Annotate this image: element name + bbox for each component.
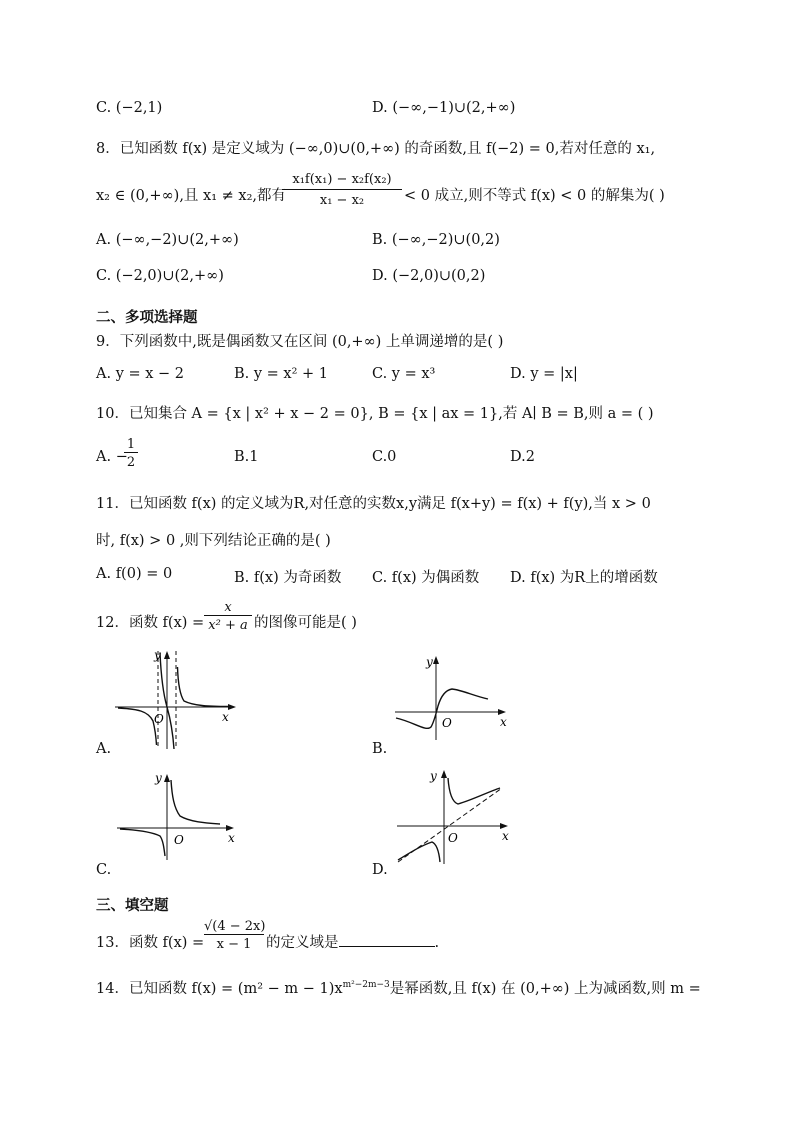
q8-stem-line1: 8．已知函数 f(x) 是定义域为 (−∞,0)∪(0,+∞) 的奇函数,且 f(−2) = 0,若对任意的 x₁, bbox=[96, 141, 656, 157]
q10-option-c: C.0 bbox=[372, 449, 397, 465]
q12-graph-d-origin: O bbox=[448, 831, 458, 845]
q10-option-a-prefix: A. − bbox=[96, 449, 128, 465]
q14-stem-pre: 14．已知函数 f(x) = (m² − m − 1)x bbox=[96, 981, 343, 997]
q8-option-d: D. (−2,0)∪(0,2) bbox=[372, 268, 486, 284]
q10-option-b: B.1 bbox=[234, 449, 259, 465]
q7-option-c: C. (−2,1) bbox=[96, 100, 163, 116]
q14-stem-post: 是幂函数,且 f(x) 在 (0,+∞) 上为减函数,则 m = bbox=[389, 981, 701, 997]
q12-graph-b-x-label: x bbox=[500, 715, 507, 729]
q12-graph-a bbox=[110, 645, 240, 753]
q11-option-d: D. f(x) 为R上的增函数 bbox=[510, 570, 658, 586]
q12-graph-a-x-label: x bbox=[222, 710, 229, 724]
q13-stem-post: 的定义域是 bbox=[266, 935, 339, 951]
q14-stem bbox=[96, 977, 701, 998]
q7-option-d: D. (−∞,−1)∪(2,+∞) bbox=[372, 100, 516, 116]
q12-graph-c-origin: O bbox=[174, 833, 184, 847]
q13-stem-end: . bbox=[434, 935, 440, 951]
q12-graph-a-y-label: y bbox=[154, 648, 161, 662]
q10-option-d: D.2 bbox=[510, 449, 535, 465]
q12-label-b: B. bbox=[372, 741, 388, 757]
q12-graph-b bbox=[390, 652, 515, 742]
q11-option-a: A. f(0) = 0 bbox=[96, 566, 173, 582]
section-heading-fill-in: 三、填空题 bbox=[96, 898, 169, 914]
q12-fraction-numerator: x bbox=[204, 600, 252, 616]
q8-option-a: A. (−∞,−2)∪(2,+∞) bbox=[96, 232, 239, 248]
q8-stem-line2-pre: x₂ ∈ (0,+∞),且 x₁ ≠ x₂,都有 bbox=[96, 188, 286, 204]
q10-stem: 10．已知集合 A = {x | x² + x − 2 = 0}, B = {x | ax = 1},若 A∣ B = B,则 a = ( ) bbox=[96, 406, 654, 422]
q12-graph-d-y-label: y bbox=[430, 769, 437, 783]
q12-label-a: A. bbox=[96, 741, 112, 757]
q13-fraction-denominator: x − 1 bbox=[216, 937, 252, 952]
q14-exponent: m²−2m−3 bbox=[342, 980, 390, 991]
q9-option-d: D. y = |x| bbox=[510, 366, 578, 382]
q12-graph-b-origin: O bbox=[442, 716, 452, 730]
q8-option-c: C. (−2,0)∪(2,+∞) bbox=[96, 268, 224, 284]
q11-option-b: B. f(x) 为奇函数 bbox=[234, 570, 342, 586]
q12-fraction-denominator: x² + a bbox=[208, 618, 248, 633]
q12-graph-c-y-label: y bbox=[155, 771, 162, 785]
q8-option-b: B. (−∞,−2)∪(0,2) bbox=[372, 232, 500, 248]
q12-graph-d bbox=[392, 766, 517, 866]
q8-stem-line2-post: < 0 成立,则不等式 f(x) < 0 的解集为( ) bbox=[404, 188, 665, 204]
q10-option-a-denominator: 2 bbox=[126, 455, 136, 470]
q13-answer-blank[interactable] bbox=[339, 932, 435, 947]
q9-option-c: C. y = x³ bbox=[372, 366, 436, 382]
q12-graph-c bbox=[112, 768, 242, 863]
q12-graph-a-origin: O bbox=[154, 712, 164, 726]
q12-fraction bbox=[204, 600, 252, 633]
q10-option-a-fraction bbox=[124, 437, 138, 470]
q12-graph-c-x-label: x bbox=[228, 831, 235, 845]
q8-fraction-denominator: x₁ − x₂ bbox=[319, 193, 365, 208]
q9-option-b: B. y = x² + 1 bbox=[234, 366, 329, 382]
q12-stem-pre: 12．函数 f(x) = bbox=[96, 615, 205, 631]
q13-answer-line bbox=[266, 931, 439, 952]
q12-stem-post: 的图像可能是( ) bbox=[254, 615, 357, 631]
q13-fraction-numerator: √(4 − 2x) bbox=[204, 919, 266, 934]
q8-fraction bbox=[282, 172, 402, 208]
section-heading-multiple-choice: 二、多项选择题 bbox=[96, 310, 198, 326]
q10-option-a-numerator: 1 bbox=[124, 437, 138, 453]
q13-fraction bbox=[204, 919, 264, 952]
q8-fraction-numerator: x₁f(x₁) − x₂f(x₂) bbox=[282, 172, 402, 190]
q9-option-a: A. y = x − 2 bbox=[96, 366, 185, 382]
q12-graph-b-y-label: y bbox=[426, 655, 433, 669]
q13-stem-pre: 13．函数 f(x) = bbox=[96, 935, 205, 951]
q12-label-d: D. bbox=[372, 862, 388, 878]
q11-option-c: C. f(x) 为偶函数 bbox=[372, 570, 480, 586]
q11-stem-line2: 时, f(x) > 0 ,则下列结论正确的是( ) bbox=[96, 533, 331, 549]
q9-stem: 9．下列函数中,既是偶函数又在区间 (0,+∞) 上单调递增的是( ) bbox=[96, 334, 504, 350]
q12-graph-d-x-label: x bbox=[502, 829, 509, 843]
q12-label-c: C. bbox=[96, 862, 112, 878]
q11-stem-line1: 11．已知函数 f(x) 的定义域为R,对任意的实数x,y满足 f(x+y) = f(x) + f(y),当 x > 0 bbox=[96, 496, 651, 512]
